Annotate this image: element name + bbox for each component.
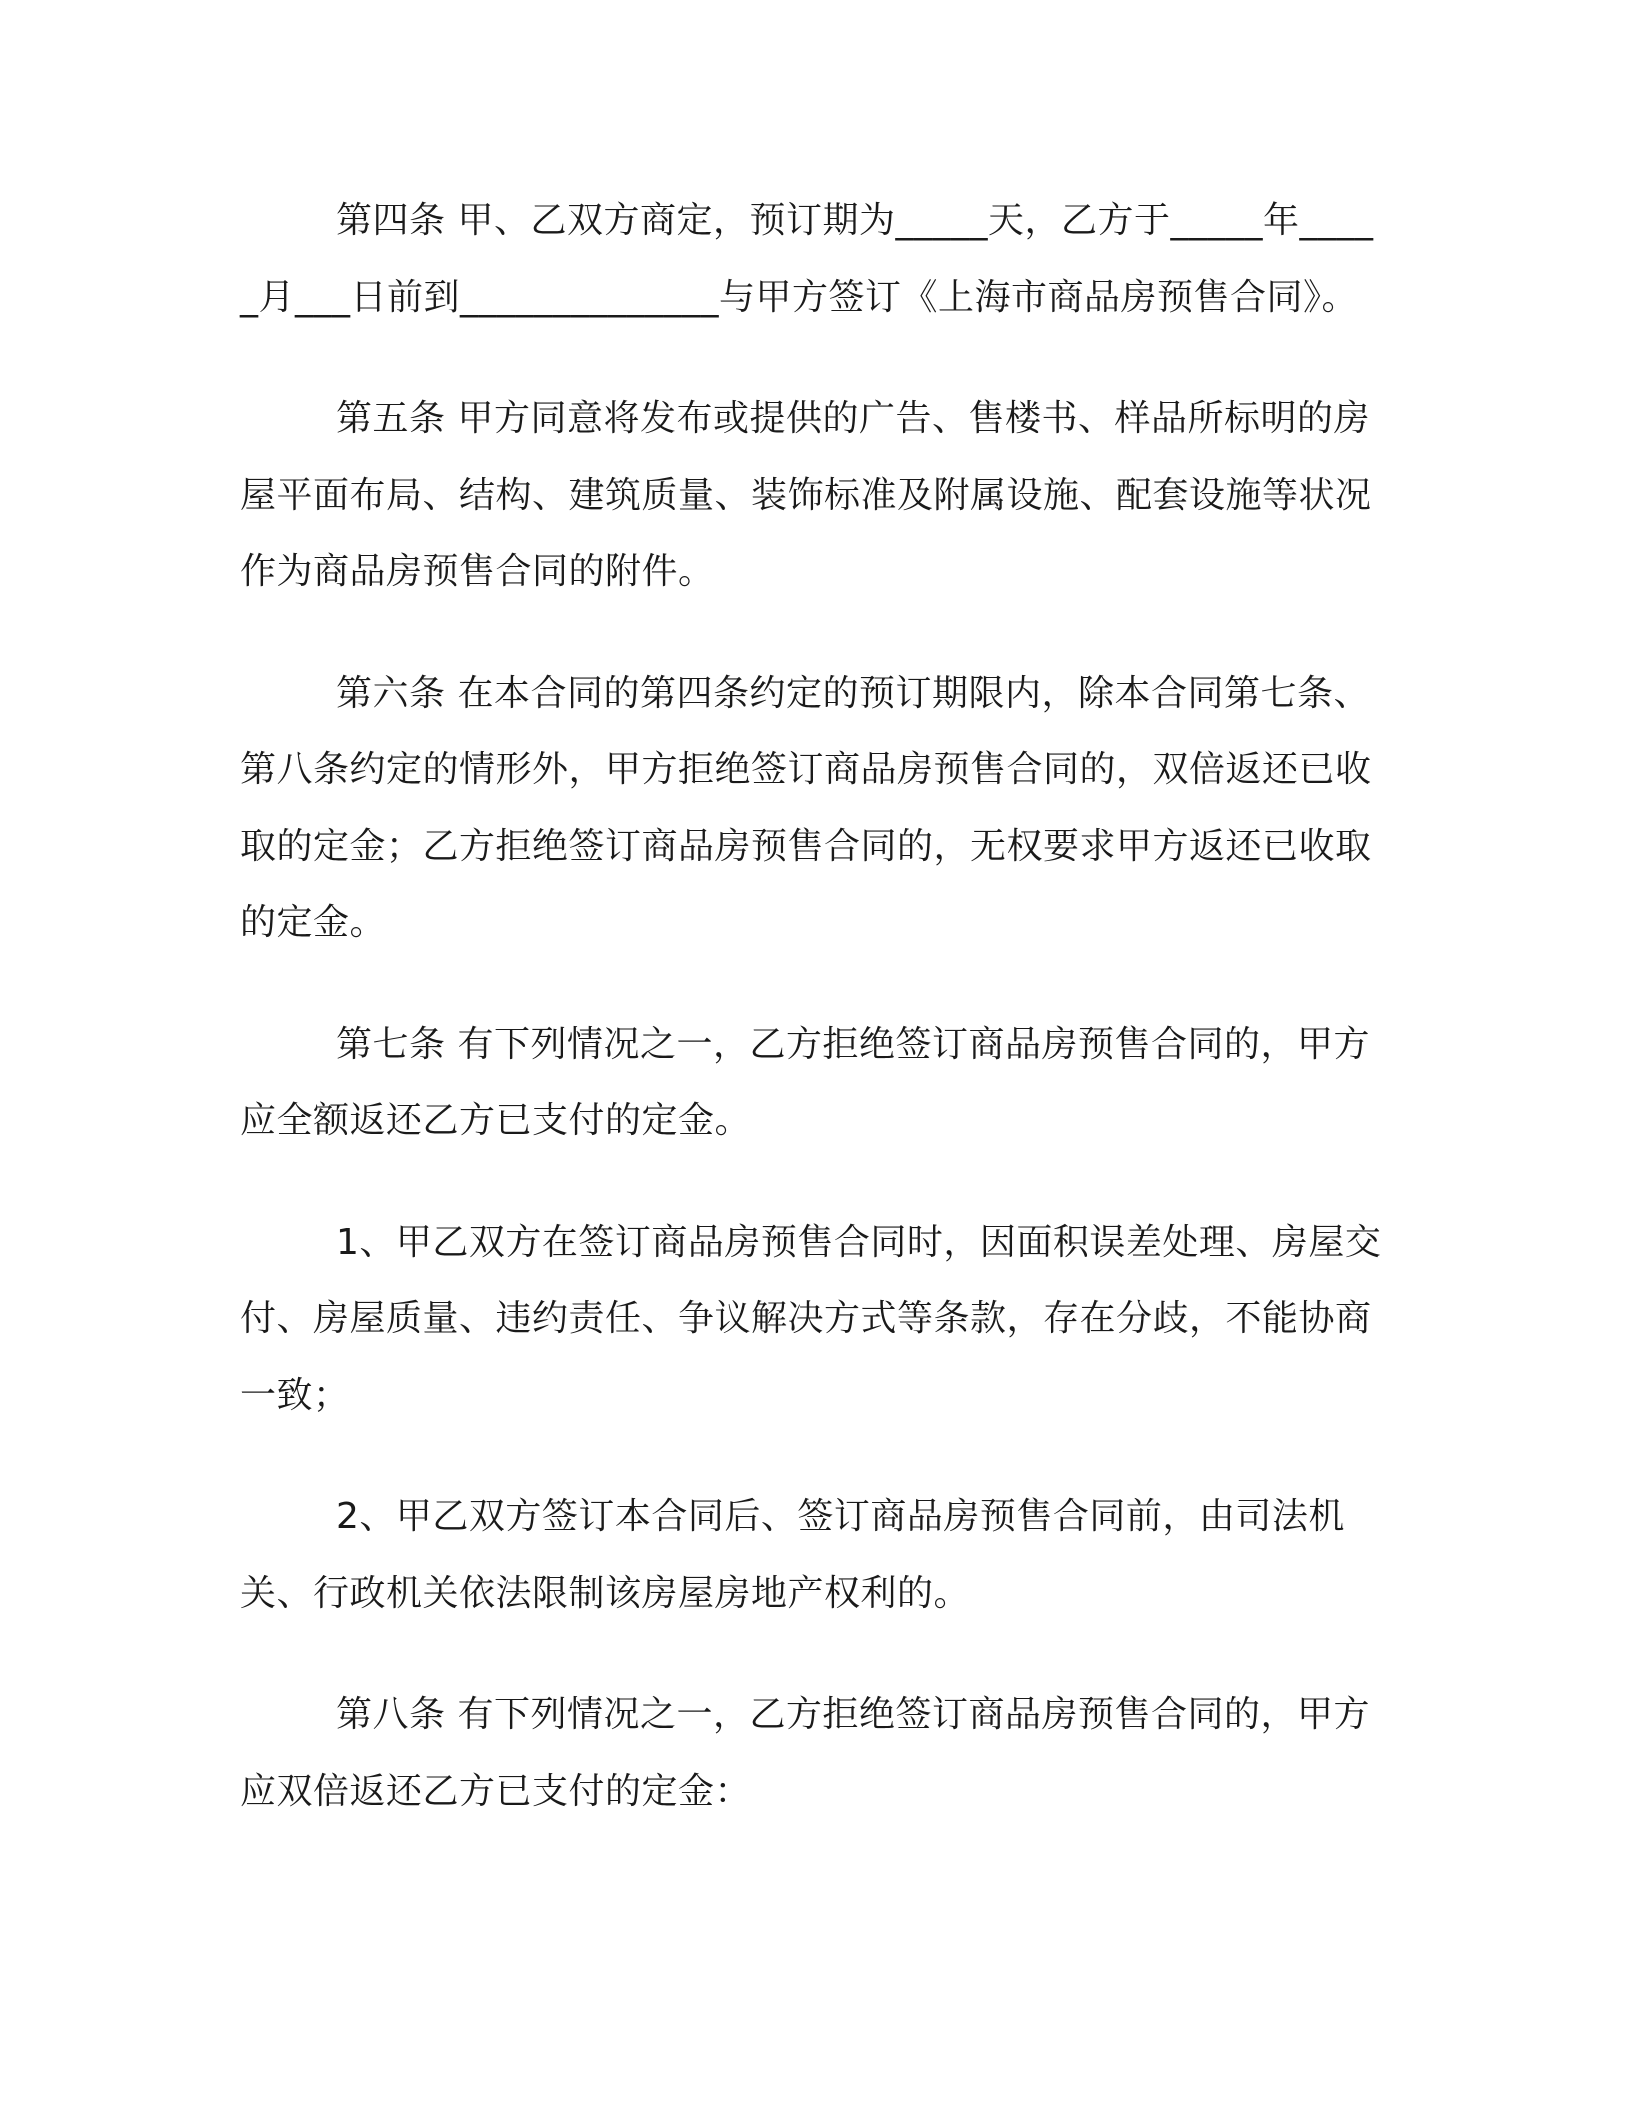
document-page [240, 183, 1390, 1875]
article-4-paragraph: 第四条 甲、乙双方商定，预订期为_____天，乙方于_____年_____月___日前到______________与甲方签订《上海市商品房预售合同》。 [240, 200, 1374, 318]
article-6-paragraph: 第六条 在本合同的第四条约定的预订期限内，除本合同第七条、第八条约定的情形外，甲方拒绝签订商品房预售合同的，双倍返还已收取的定金；乙方拒绝签订商品房预售合同的，无权要求甲方返还已收取的定金。 [240, 672, 1372, 943]
article-5-paragraph: 第五条 甲方同意将发布或提供的广告、售楼书、样品所标明的房屋平面布局、结构、建筑质量、装饰标准及附属设施、配套设施等状况作为商品房预售合同的附件。 [240, 398, 1372, 592]
article-7-clause-1: 1、甲乙双方在签订商品房预售合同时，因面积误差处理、房屋交付、房屋质量、违约责任、争议解决方式等条款，存在分歧，不能协商一致； [240, 1221, 1382, 1416]
article-8-paragraph: 第八条 有下列情况之一，乙方拒绝签订商品房预售合同的，甲方应双倍返还乙方已支付的定金： [240, 1694, 1370, 1812]
article-7-paragraph: 第七条 有下列情况之一，乙方拒绝签订商品房预售合同的，甲方应全额返还乙方已支付的定金。 [240, 1023, 1370, 1141]
article-7-clause-2: 2、甲乙双方签订本合同后、签订商品房预售合同前，由司法机关、行政机关依法限制该房屋房地产权利的。 [240, 1496, 1345, 1614]
